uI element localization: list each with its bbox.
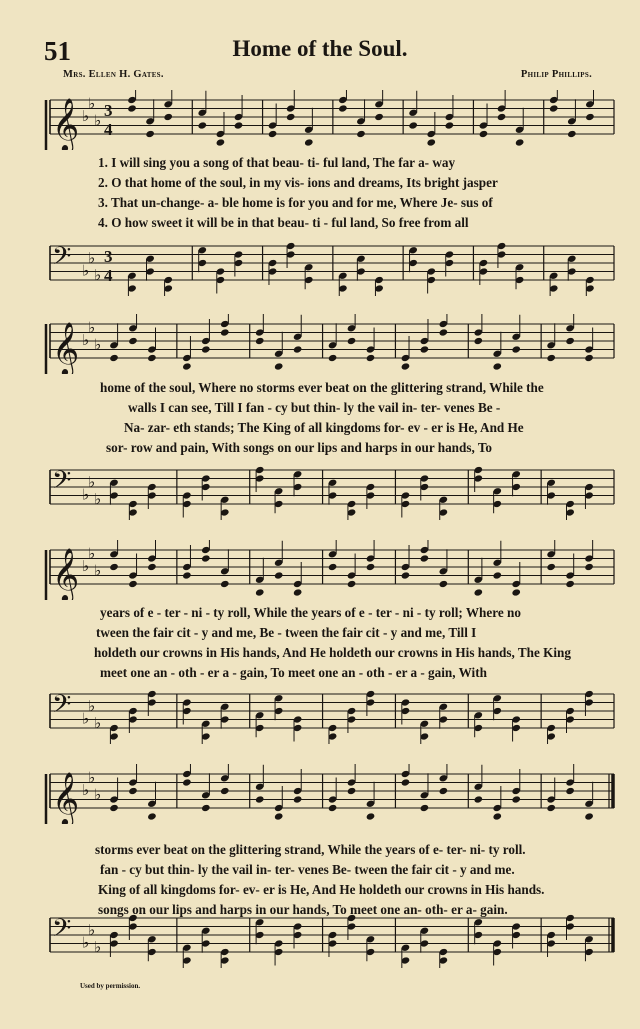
note-head: [274, 571, 284, 579]
flat-icon: ♭: [88, 768, 96, 787]
treble-clef-icon: 𝄞: [52, 547, 80, 600]
bass-clef-icon: 𝄢: [52, 690, 72, 725]
verse-line: years of e - ter - ni - ty roll, While the years of e - ter - ni - ty roll; Where no: [100, 605, 521, 620]
note-head: [182, 362, 192, 370]
treble-staff-system-4: [0, 764, 640, 824]
note-head: [401, 778, 411, 786]
treble-staff-system-3: [0, 540, 640, 600]
note-head: [216, 138, 226, 146]
hymn-title: Home of the Soul.: [232, 36, 408, 61]
treble-clef-icon: 𝄞: [52, 321, 80, 374]
note-head: [439, 328, 449, 336]
note-head: [328, 354, 338, 362]
time-signature: 4: [104, 120, 113, 139]
note-head: [439, 787, 449, 795]
bass-staff-system-1: [0, 236, 640, 296]
note-head: [274, 812, 284, 820]
note-head: [474, 795, 484, 803]
note-head: [474, 337, 484, 345]
note-head: [515, 138, 525, 146]
note-head: [128, 580, 138, 588]
note-head: [408, 121, 418, 129]
flat-icon: ♭: [94, 937, 102, 956]
note-head: [565, 580, 575, 588]
note-head: [109, 804, 119, 812]
flat-icon: ♭: [94, 265, 102, 284]
note-head: [511, 588, 521, 596]
treble-staff-system-2: [0, 314, 640, 374]
note-head: [366, 563, 376, 571]
treble-clef-icon: 𝄞: [52, 97, 80, 150]
note-head: [565, 337, 575, 345]
note-head: [220, 580, 230, 588]
flat-icon: ♭: [94, 713, 102, 732]
note-head: [182, 778, 192, 786]
flat-icon: ♭: [82, 107, 90, 125]
note-head: [420, 554, 430, 562]
note-head: [268, 130, 278, 138]
note-head: [338, 104, 348, 112]
note-head: [401, 571, 411, 579]
flat-icon: ♭: [88, 472, 96, 491]
bass-staff-system-3: [0, 684, 640, 744]
note-head: [347, 337, 357, 345]
flat-icon: ♭: [88, 696, 96, 715]
note-head: [182, 571, 192, 579]
note-head: [420, 804, 430, 812]
verse-line: 1. I will sing you a song of that beau- ti- ful land, The far a- way: [98, 155, 456, 170]
note-head: [420, 345, 430, 353]
note-head: [201, 804, 211, 812]
flat-icon: ♭: [82, 933, 90, 952]
note-head: [328, 804, 338, 812]
note-head: [546, 354, 556, 362]
verse-line: tween the fair cit - y and me, Be - tween the fair cit - y and me, Till I: [96, 625, 477, 640]
flat-icon: ♭: [88, 920, 96, 939]
note-head: [234, 121, 244, 129]
note-head: [128, 787, 138, 795]
note-head: [565, 787, 575, 795]
footer-note: Used by permission.: [80, 982, 141, 990]
verse-line: storms ever beat on the glittering strand, While the years of e- ter- ni- ty roll.: [95, 842, 526, 857]
note-head: [439, 580, 449, 588]
note-head: [198, 121, 208, 129]
note-head: [347, 580, 357, 588]
note-head: [293, 795, 303, 803]
verse-line: walls I can see, Till I fan - cy but thin- ly the vail in- ter- venes Be -: [128, 400, 501, 415]
treble-staff-system-1: [0, 90, 640, 150]
note-head: [145, 130, 155, 138]
note-head: [567, 130, 577, 138]
note-head: [274, 362, 284, 370]
bass-clef-icon: 𝄢: [52, 466, 72, 501]
note-head: [255, 795, 265, 803]
note-head: [445, 121, 455, 129]
note-head: [147, 563, 157, 571]
flat-icon: ♭: [88, 318, 96, 337]
note-head: [511, 345, 521, 353]
verse-line: Na- zar- eth stands; The King of all kingdoms for- ev - er is He, And He: [124, 420, 524, 435]
note-head: [497, 113, 507, 121]
flat-icon: ♭: [82, 781, 90, 799]
flat-icon: ♭: [82, 557, 90, 575]
verse-line: home of the soul, Where no storms ever beat on the glittering strand, While the: [100, 380, 544, 395]
note-head: [255, 337, 265, 345]
note-head: [511, 795, 521, 803]
verse-line: songs on our lips and harps in our hands, To meet one an- oth- er a- gain.: [98, 902, 508, 917]
verse-line: sor- row and pain, With songs on our lips and harps in our hands, To: [106, 440, 493, 455]
flat-icon: ♭: [88, 248, 96, 267]
note-head: [546, 804, 556, 812]
note-head: [356, 130, 366, 138]
note-head: [304, 138, 314, 146]
flat-icon: ♭: [94, 785, 102, 804]
flat-icon: ♭: [82, 485, 90, 504]
bass-staff-system-2: [0, 460, 640, 520]
verse-line: meet one an - oth - er a - gain, To meet one an - oth - er a - gain, With: [100, 665, 487, 680]
verse-line: holdeth our crowns in His hands, And He holdeth our crowns in His hands, The King: [94, 645, 571, 660]
note-head: [492, 571, 502, 579]
note-head: [328, 563, 338, 571]
note-head: [479, 130, 489, 138]
note-head: [366, 354, 376, 362]
note-head: [374, 113, 384, 121]
verse-line: 3. That un-change- a- ble home is for you and for me, Where Je- sus of: [98, 195, 493, 210]
note-head: [201, 345, 211, 353]
note-head: [492, 362, 502, 370]
note-head: [474, 588, 484, 596]
note-head: [109, 354, 119, 362]
verse-line: 4. O how sweet it will be in that beau- ti - ful land, So free from all: [98, 215, 469, 230]
note-head: [147, 812, 157, 820]
treble-clef-icon: 𝄞: [52, 771, 80, 824]
note-head: [220, 787, 230, 795]
note-head: [492, 812, 502, 820]
note-head: [546, 563, 556, 571]
time-signature: 4: [104, 266, 113, 285]
note-head: [128, 337, 138, 345]
note-head: [293, 588, 303, 596]
note-head: [127, 104, 137, 112]
hymn-number: 51: [44, 36, 71, 66]
note-head: [286, 113, 296, 121]
flat-icon: ♭: [94, 561, 102, 580]
time-signature: 3: [104, 101, 113, 120]
note-head: [584, 812, 594, 820]
verse-line: King of all kingdoms for- ev- er is He, And He holdeth our crowns in His hands.: [98, 882, 545, 897]
flat-icon: ♭: [88, 544, 96, 563]
bass-clef-icon: 𝄢: [52, 242, 72, 277]
hymn-author: Mrs. Ellen H. Gates.: [63, 69, 164, 80]
flat-icon: ♭: [94, 335, 102, 354]
flat-icon: ♭: [88, 94, 96, 113]
flat-icon: ♭: [82, 261, 90, 280]
time-signature: 3: [104, 247, 113, 266]
note-head: [255, 588, 265, 596]
hymn-composer: Philip Phillips.: [520, 69, 592, 80]
note-head: [584, 563, 594, 571]
bass-clef-icon: 𝄢: [52, 914, 72, 949]
note-head: [147, 354, 157, 362]
flat-icon: ♭: [82, 709, 90, 728]
note-head: [109, 563, 119, 571]
flat-icon: ♭: [94, 489, 102, 508]
verse-line: fan - cy but thin- ly the vail in- ter- venes Be- tween the fair cit - y and me.: [100, 862, 515, 877]
note-head: [549, 104, 559, 112]
flat-icon: ♭: [94, 111, 102, 130]
note-head: [163, 113, 173, 121]
note-head: [426, 138, 436, 146]
note-head: [584, 354, 594, 362]
note-head: [585, 113, 595, 121]
note-head: [401, 362, 411, 370]
note-head: [347, 787, 357, 795]
note-head: [201, 554, 211, 562]
note-head: [366, 812, 376, 820]
verse-line: 2. O that home of the soul, in my vis- ions and dreams, Its bright jasper: [98, 175, 498, 190]
note-head: [293, 345, 303, 353]
flat-icon: ♭: [82, 331, 90, 349]
note-head: [220, 328, 230, 336]
